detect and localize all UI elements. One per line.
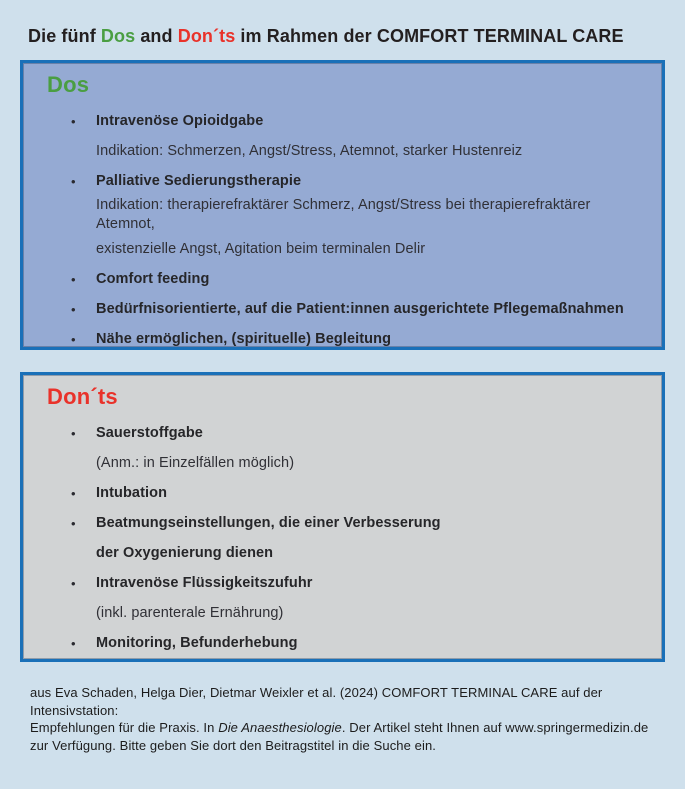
dos-panel: [20, 60, 665, 350]
list-item-title: Nähe ermöglichen, (spirituelle) Begleitung: [96, 330, 392, 347]
list-item: [23, 568, 662, 598]
list-item-title: Sauerstoffgabe: [96, 424, 203, 441]
list-item: [23, 478, 662, 508]
list-item: [23, 264, 662, 294]
donts-panel-heading: Don´ts: [47, 384, 118, 409]
citation-line2-pre: Empfehlungen für die Praxis. In: [30, 720, 219, 735]
list-item-title: Intravenöse Opioidgabe: [96, 112, 264, 129]
list-item: [23, 508, 662, 538]
list-item-title: Intravenöse Flüssigkeitszufuhr: [96, 574, 313, 591]
donts-panel: [20, 372, 665, 662]
citation-line1: aus Eva Schaden, Helga Dier, Dietmar Weixler et al. (2024) COMFORT TERMINAL CARE auf der Intensivstation:: [30, 685, 603, 718]
list-item-subline: [23, 234, 662, 264]
bullet-icon: •: [71, 635, 76, 651]
list-item-title-continuation: [23, 538, 662, 568]
bullet-icon: •: [71, 301, 76, 317]
list-item-title: Comfort feeding: [96, 270, 210, 287]
list-item-subtext: (Anm.: in Einzelfällen möglich): [96, 454, 295, 471]
list-item-title: Beatmungseinstellungen, die einer Verbesserung: [96, 514, 441, 531]
list-item-title: Palliative Sedierungstherapie: [96, 172, 302, 189]
bullet-icon: •: [71, 425, 76, 441]
title-prefix: Die fünf: [28, 26, 101, 46]
list-item: [23, 628, 662, 658]
title-donts-word: Don´ts: [177, 26, 236, 46]
footer-citation: [30, 684, 655, 754]
list-item: [23, 324, 662, 354]
bullet-icon: •: [71, 331, 76, 347]
list-item-subline: [23, 448, 662, 478]
list-item: [23, 418, 662, 448]
title-suffix: im Rahmen der COMFORT TERMINAL CARE: [235, 26, 624, 46]
dos-panel-heading: Dos: [47, 72, 90, 97]
list-item-subtext: existenzielle Angst, Agitation beim terminalen Delir: [96, 240, 426, 257]
bullet-icon: •: [71, 485, 76, 501]
list-item-title: Intubation: [96, 484, 168, 501]
list-item: [23, 106, 662, 136]
list-item-title: Monitoring, Befunderhebung: [96, 634, 298, 651]
title-and-word: and: [135, 26, 178, 46]
list-item-subline: [23, 196, 662, 234]
citation-line2-post: . Der Artikel steht Ihnen auf www.springermedizin.de: [341, 720, 649, 735]
bullet-icon: •: [71, 515, 76, 531]
bullet-icon: •: [71, 113, 76, 129]
bullet-icon: •: [71, 173, 76, 189]
list-item: [23, 294, 662, 324]
citation-line3: zur Verfügung. Bitte geben Sie dort den Beitragstitel in die Suche ein.: [30, 737, 437, 753]
list-item-title: Bedürfnisorientierte, auf die Patient:innen ausgerichtete Pflegemaßnahmen: [96, 300, 624, 317]
page-title: [28, 26, 659, 47]
list-item-subtext: Indikation: Schmerzen, Angst/Stress, Atemnot, starker Hustenreiz: [96, 142, 523, 159]
bullet-icon: •: [71, 271, 76, 287]
list-item-subline: [23, 136, 662, 166]
list-item-title: der Oxygenierung dienen: [96, 544, 274, 561]
list-item: [23, 166, 662, 196]
list-item-subtext: (inkl. parenterale Ernährung): [96, 604, 284, 621]
journal-name: Die Anaesthesiologie: [218, 720, 342, 735]
list-item-subline: [23, 598, 662, 628]
title-dos-word: Dos: [100, 26, 136, 46]
bullet-icon: •: [71, 575, 76, 591]
list-item-subtext: Indikation: therapierefraktärer Schmerz, Angst/Stress bei therapierefraktärer Atemnot,: [96, 197, 591, 232]
